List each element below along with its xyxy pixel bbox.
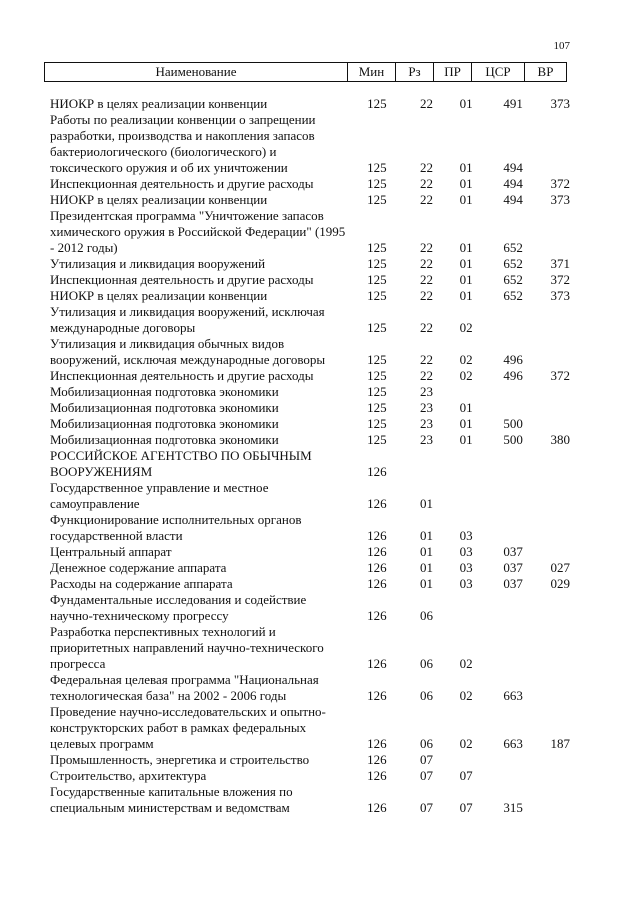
row-min: 125 [367, 272, 387, 287]
row-min: 126 [367, 768, 387, 783]
table-header [44, 62, 567, 82]
row-csr: 652 [503, 288, 523, 303]
row-min: 125 [367, 96, 387, 111]
row-min: 126 [367, 544, 387, 559]
row-name: Работы по реализации конвенции о запрещении разработки, производства и накопления запасов бактериологического (биологического) и токсического оружия и об их уничтожении [50, 112, 316, 175]
row-pr: 07 [459, 768, 473, 783]
row-name: Мобилизационная подготовка экономики [50, 432, 279, 447]
row-rz: 01 [419, 528, 433, 543]
row-vr: 027 [550, 560, 570, 575]
table-row [50, 592, 580, 624]
row-name: Утилизация и ликвидация вооружений [50, 256, 266, 271]
row-min: 125 [367, 288, 387, 303]
table-row [50, 176, 580, 192]
row-csr: 496 [503, 368, 523, 383]
row-csr: 663 [503, 688, 523, 703]
row-rz: 23 [419, 400, 433, 415]
row-name: Строительство, архитектура [50, 768, 207, 783]
row-pr: 07 [459, 800, 473, 815]
row-vr: 373 [550, 96, 570, 111]
row-name: Проведение научно-исследовательских и опытно-конструкторских работ в рамках федеральных целевых программ [50, 704, 326, 751]
table-row [50, 256, 580, 272]
row-csr: 652 [503, 272, 523, 287]
row-name: РОССИЙСКОЕ АГЕНТСТВО ПО ОБЫЧНЫМ ВООРУЖЕНИЯМ [50, 448, 312, 479]
row-name: Мобилизационная подготовка экономики [50, 416, 279, 431]
row-min: 126 [367, 464, 387, 479]
row-name: Центральный аппарат [50, 544, 172, 559]
table-row [50, 560, 580, 576]
row-name: Денежное содержание аппарата [50, 560, 227, 575]
row-name: Инспекционная деятельность и другие расходы [50, 176, 314, 191]
row-min: 125 [367, 384, 387, 399]
row-csr: 037 [503, 560, 523, 575]
header-pr: ПР [434, 63, 472, 82]
table-row [50, 192, 580, 208]
table-row [50, 784, 580, 816]
table-row [50, 432, 580, 448]
row-pr: 02 [459, 320, 473, 335]
row-rz: 23 [419, 416, 433, 431]
row-name: Разработка перспективных технологий и приоритетных направлений научно-технического прогресса [50, 624, 324, 671]
row-min: 126 [367, 576, 387, 591]
row-name: Мобилизационная подготовка экономики [50, 384, 279, 399]
row-min: 125 [367, 432, 387, 447]
row-pr: 01 [459, 240, 473, 255]
row-rz: 22 [419, 368, 433, 383]
row-min: 126 [367, 528, 387, 543]
row-rz: 22 [419, 320, 433, 335]
row-min: 125 [367, 160, 387, 175]
row-rz: 01 [419, 560, 433, 575]
table-row [50, 624, 580, 672]
row-min: 126 [367, 800, 387, 815]
row-rz: 22 [419, 192, 433, 207]
table-row [50, 304, 580, 336]
row-min: 125 [367, 256, 387, 271]
table-row [50, 544, 580, 560]
row-min: 126 [367, 736, 387, 751]
row-pr: 01 [459, 256, 473, 271]
row-pr: 02 [459, 688, 473, 703]
header-vr: ВР [525, 63, 567, 82]
row-vr: 187 [550, 736, 570, 751]
row-min: 126 [367, 752, 387, 767]
row-name: Мобилизационная подготовка экономики [50, 400, 279, 415]
row-min: 126 [367, 688, 387, 703]
header-name: Наименование [45, 63, 348, 82]
row-min: 126 [367, 656, 387, 671]
row-name: Расходы на содержание аппарата [50, 576, 233, 591]
row-csr: 037 [503, 576, 523, 591]
row-pr: 02 [459, 352, 473, 367]
row-pr: 03 [459, 544, 473, 559]
row-rz: 23 [419, 432, 433, 447]
row-min: 125 [367, 320, 387, 335]
row-rz: 23 [419, 384, 433, 399]
row-vr: 373 [550, 192, 570, 207]
row-csr: 500 [503, 416, 523, 431]
table-row [50, 400, 580, 416]
row-csr: 496 [503, 352, 523, 367]
table-row [50, 512, 580, 544]
row-min: 126 [367, 560, 387, 575]
row-min: 126 [367, 608, 387, 623]
row-name: НИОКР в целях реализации конвенции [50, 192, 268, 207]
row-rz: 01 [419, 544, 433, 559]
row-name: Инспекционная деятельность и другие расходы [50, 272, 314, 287]
row-vr: 372 [550, 272, 570, 287]
table-row [50, 576, 580, 592]
row-csr: 494 [503, 192, 523, 207]
row-csr: 652 [503, 240, 523, 255]
row-csr: 500 [503, 432, 523, 447]
header-csr: ЦСР [472, 63, 525, 82]
row-rz: 01 [419, 576, 433, 591]
row-name: Инспекционная деятельность и другие расходы [50, 368, 314, 383]
row-rz: 22 [419, 96, 433, 111]
row-pr: 01 [459, 432, 473, 447]
row-rz: 06 [419, 688, 433, 703]
row-pr: 02 [459, 368, 473, 383]
table-row [50, 336, 580, 368]
table-row [50, 768, 580, 784]
table-row [50, 96, 580, 112]
row-name: Утилизация и ликвидация обычных видов вооружений, исключая международные договоры [50, 336, 326, 367]
table-row [50, 384, 580, 400]
row-min: 125 [367, 192, 387, 207]
row-rz: 22 [419, 256, 433, 271]
row-rz: 22 [419, 288, 433, 303]
table-row [50, 704, 580, 752]
table-row [50, 672, 580, 704]
table-row [50, 368, 580, 384]
header-min: Мин [348, 63, 396, 82]
table-row [50, 480, 580, 512]
row-pr: 03 [459, 576, 473, 591]
row-vr: 029 [550, 576, 570, 591]
row-csr: 491 [503, 96, 523, 111]
row-pr: 01 [459, 288, 473, 303]
row-pr: 02 [459, 656, 473, 671]
row-min: 125 [367, 416, 387, 431]
row-name: Государственное управление и местное самоуправление [50, 480, 269, 511]
row-pr: 01 [459, 176, 473, 191]
row-csr: 494 [503, 160, 523, 175]
row-min: 125 [367, 240, 387, 255]
row-pr: 01 [459, 416, 473, 431]
row-pr: 03 [459, 560, 473, 575]
row-rz: 07 [419, 800, 433, 815]
table-row [50, 416, 580, 432]
header-rz: Рз [396, 63, 434, 82]
table-row [50, 272, 580, 288]
row-min: 125 [367, 400, 387, 415]
row-vr: 371 [550, 256, 570, 271]
row-rz: 06 [419, 656, 433, 671]
row-pr: 03 [459, 528, 473, 543]
table-row [50, 448, 580, 480]
row-min: 125 [367, 368, 387, 383]
row-vr: 380 [550, 432, 570, 447]
row-rz: 06 [419, 736, 433, 751]
row-vr: 373 [550, 288, 570, 303]
row-name: Государственные капитальные вложения по специальным министерствам и ведомствам [50, 784, 293, 815]
row-csr: 315 [503, 800, 523, 815]
row-rz: 06 [419, 608, 433, 623]
table-row [50, 288, 580, 304]
row-name: Федеральная целевая программа "Национальная технологическая база" на 2002 - 2006 годы [50, 672, 319, 703]
row-rz: 01 [419, 496, 433, 511]
row-rz: 22 [419, 272, 433, 287]
row-name: Утилизация и ликвидация вооружений, исключая международные договоры [50, 304, 325, 335]
row-pr: 02 [459, 736, 473, 751]
row-name: Функционирование исполнительных органов государственной власти [50, 512, 302, 543]
row-rz: 22 [419, 240, 433, 255]
row-rz: 22 [419, 160, 433, 175]
table-row [50, 208, 580, 256]
row-min: 125 [367, 176, 387, 191]
row-rz: 22 [419, 352, 433, 367]
page-number: 107 [553, 40, 570, 52]
row-rz: 07 [419, 768, 433, 783]
row-pr: 01 [459, 192, 473, 207]
row-csr: 037 [503, 544, 523, 559]
row-csr: 663 [503, 736, 523, 751]
row-rz: 22 [419, 176, 433, 191]
row-vr: 372 [550, 368, 570, 383]
row-min: 126 [367, 496, 387, 511]
budget-rows [50, 96, 580, 816]
row-csr: 652 [503, 256, 523, 271]
row-rz: 07 [419, 752, 433, 767]
table-row [50, 112, 580, 176]
row-name: Президентская программа "Уничтожение запасов химического оружия в Российской Федерации" (1995 - 2012 годы) [50, 208, 346, 255]
row-min: 125 [367, 352, 387, 367]
row-pr: 01 [459, 400, 473, 415]
row-pr: 01 [459, 96, 473, 111]
row-name: НИОКР в целях реализации конвенции [50, 288, 268, 303]
row-pr: 01 [459, 272, 473, 287]
row-pr: 01 [459, 160, 473, 175]
row-name: Фундаментальные исследования и содействие научно-техническому прогрессу [50, 592, 307, 623]
row-vr: 372 [550, 176, 570, 191]
row-name: Промышленность, энергетика и строительство [50, 752, 310, 767]
row-csr: 494 [503, 176, 523, 191]
row-name: НИОКР в целях реализации конвенции [50, 96, 268, 111]
table-row [50, 752, 580, 768]
